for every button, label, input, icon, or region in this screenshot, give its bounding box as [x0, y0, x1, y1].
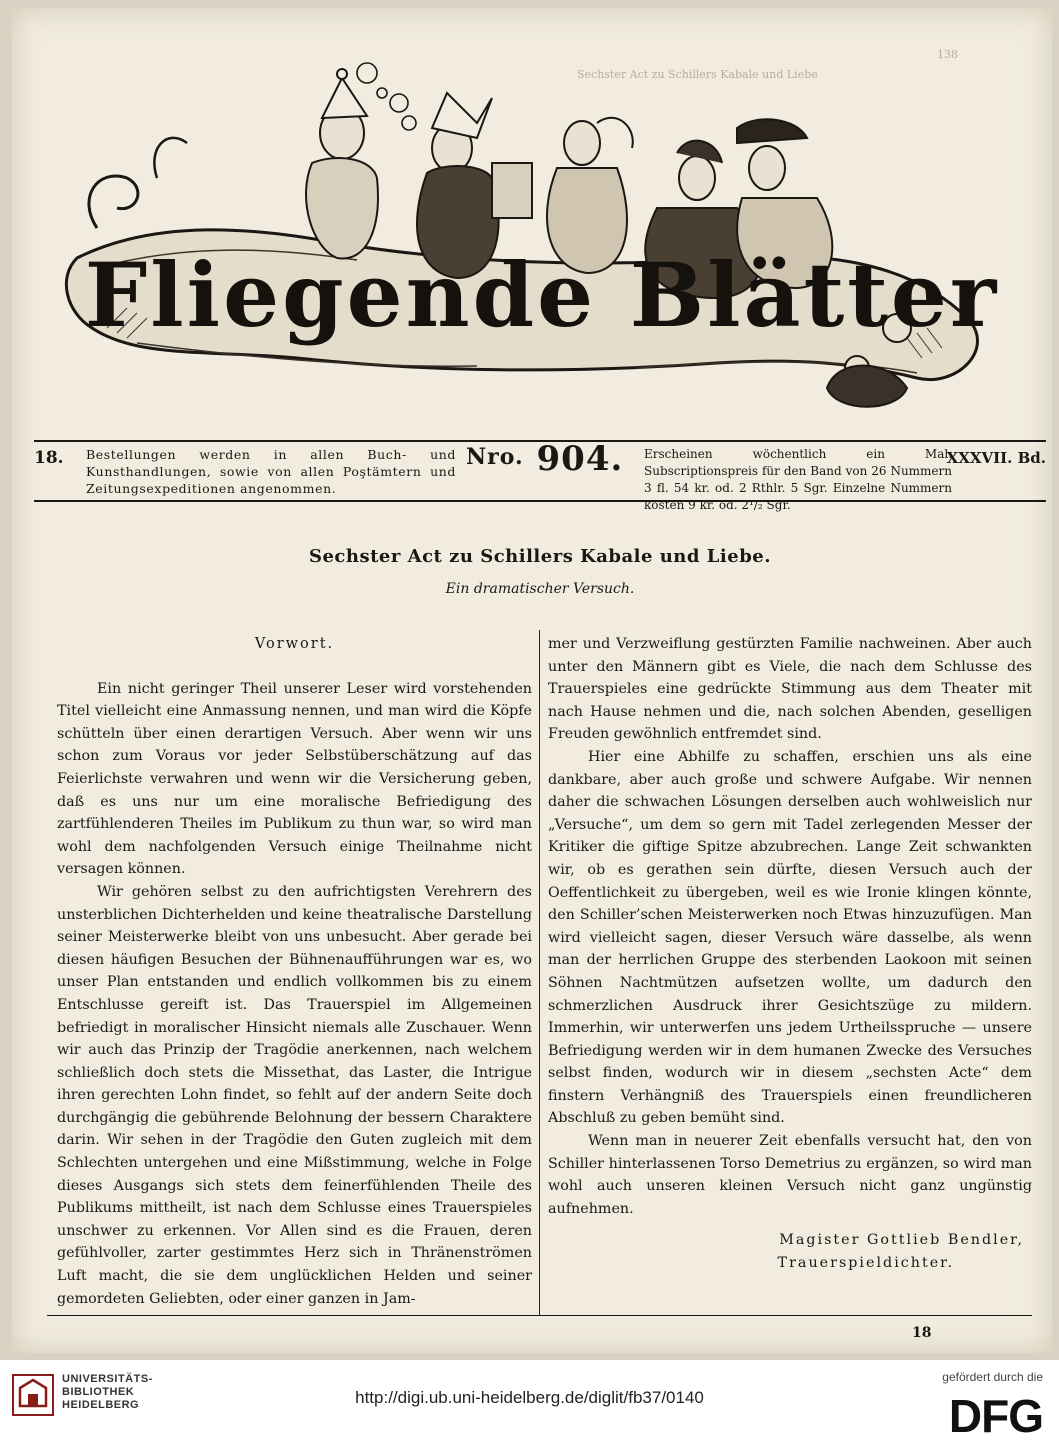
signature-title: Trauerspieldichter. — [777, 1255, 954, 1272]
column-divider — [539, 630, 540, 1315]
page-number: 18 — [912, 1325, 932, 1341]
issue-info-bar — [34, 439, 1046, 512]
article-column-left — [57, 633, 532, 1310]
bottom-rule — [47, 1315, 1032, 1316]
paragraph: mer und Verzweiflung gestürzten Familie nachweinen. Aber auch unter den Männern gibt es Viele, die nach dem Schlusse des Trauerspieles eine gedrückte Stimmung aus dem Theater mit nach Hause nehmen und die, nach solchen Abenden, geselligen Freuden gewöhnlich entfremdet sind. — [548, 636, 1032, 743]
masthead-illustration — [37, 28, 1047, 433]
issue-number-value: 904. — [536, 439, 624, 479]
sponsor-label: gefördert durch die — [942, 1370, 1043, 1384]
paragraph: Ein nicht geringer Theil unserer Leser wird vorstehenden Titel vielleicht eine Anmassung nennen, und man wird die Köpfe schütteln über einen derartigen Versuch. Aber wenn wir uns schon zum Voraus vor jeder Selbstüberschätzung auf das Feierlichste verwahren und wenn wir die Versicherung geben, daß es uns nur um eine moralische Befriedigung des zartfühlenderen Theiles im Publikum zu thun war, so wird man wohl dem nachfolgenden Versuch einige Theilnahme nicht versagen können. — [57, 680, 532, 878]
article-subtitle: Ein dramatischer Versuch. — [445, 581, 635, 597]
paragraph: Hier eine Abhilfe zu schaffen, erschien uns als eine dankbare, aber auch große und schwere Aufgabe. Wir nennen daher die schwachen Lösungen derselben auch wohlweislich nur „Versuche“, um dem so gern mit Tadel zerlegenden Messer der Kritiker die giftige Spitze abzubrechen. Lange Zeit schwankten wir, ob es gerathen sein dürfte, diesen Versuch auch der Oeffentlichkeit zu übergeben, weil es wie Ironie klingen könnte, den Schiller’schen Meisterwerken noch Etwas hinzuzufügen. Man wird vielleicht sagen, dieser Versuch wäre dasselbe, als wenn man der herrlichen Gruppe des sterbenden Laokoon mit seinen Söhnen Nachtmützen aufsetzen wollte, um dadurch den schmerzlichen Ausdruck ihrer Gesichtszüge zu mildern. Immerhin, wir unterwerfen uns jedem Urtheilsspruche — unsere Befriedigung werden wir in dem humanen Zwecke des Versuches selbst finden, wodurch wir in diesem „sechsten Acte“ dem finstern Verhängniß des Trauerspiels einen freundlicheren Abschluß zu geben bemüht sind. — [548, 748, 1032, 1127]
signature-name: Magister Gottlieb Bendler, — [779, 1232, 1024, 1249]
volume-label: XXXVII. Bd. — [946, 449, 1046, 467]
article-title: Sechster Act zu Schillers Kabale und Liebe. — [308, 546, 772, 567]
newspaper-page — [12, 8, 1052, 1353]
svg-text:Sechster Act zu Schillers Kaba: Sechster Act zu Schillers Kabale und Liebe — [577, 68, 818, 81]
university-name-line: BIBLIOTHEK — [62, 1386, 135, 1398]
paragraph: Wir gehören selbst zu den aufrichtigsten Verehrern des unsterblichen Dichterhelden und keine theatralische Darstellung seiner Meisterwerke bleibt von uns unbesucht. Aber gerade bei diesen häufigen Besuchen der Bühnenaufführungen war es, wo unser Plan entstanden und endlich vollkommen bis zu einem Entschlusse gereift ist. Das Trauerspiel im Allgemeinen befriedigt in moralischer Hinsicht niemals alle Zuschauer. Wenn wir auch das Prinzip der Tragödie anerkennen, nach welchem schließlich doch stets die Missethat, das Laster, die Intrigue ihren gerechten Lohn findet, so fehlt auf der andern Seite doch durchgängig die gebührende Belohnung der bessern Charaktere darin. Wir sehen in der Tragödie den Guten zugleich mit dem Schlechten untergehen und eine Mißstimmung, welche in Folge dieses Ausgangs sich stets dem feinerfühlenden Theile des Publikums mittheilt, ist nach dem Schlusse eines Trauerspieles unschwer zu erkennen. Vor Allen sind es die Frauen, deren gefühlvoller, zarter gestimmtes Herz sich in Thränenströmen Luft macht, die sie dem unglücklichen Helden und seiner gemordeten Geliebten, oder einer ganzen in Jam- — [57, 883, 532, 1307]
subscription-notice: Erscheinen wöchentlich ein Mal. Subscriptionspreis für den Band von 26 Nummern 3 fl. 54 kr. od. 2 Rthlr. 5 Sgr. Einzelne Nummern kosten 9 kr. od. 2¹/₂ Sgr. — [644, 447, 952, 512]
header-bottom-rule — [34, 500, 1046, 502]
university-name-line: UNIVERSITÄTS- — [62, 1373, 153, 1385]
article-column-right — [548, 633, 1032, 1275]
footer-bar — [0, 1360, 1059, 1448]
paragraph: Wenn man in neuerer Zeit ebenfalls versucht hat, den von Schiller hinterlassenen Torso Demetrius zu ergänzen, so wird man wohl auch unseren kleinen Versuch nicht ganz ungünstig aufnehmen. — [548, 1133, 1032, 1217]
permalink-url[interactable]: http://digi.ub.uni-heidelberg.de/diglit/fb37/0140 — [355, 1388, 704, 1407]
masthead-title: Fliegende Blätter — [84, 243, 1000, 347]
issue-sequence: 18. — [34, 448, 64, 468]
orders-notice: Bestellungen werden in allen Buch- und Kunsthandlungen, sowie von allen Poştämtern und Zeitungsexpeditionen angenommen. — [86, 447, 456, 496]
university-name-line: HEIDELBERG — [62, 1399, 140, 1411]
dfg-logo[interactable]: DFG — [948, 1390, 1043, 1442]
issue-number-prefix: Nro. — [466, 444, 524, 470]
svg-text:138: 138 — [937, 48, 958, 61]
preface-heading: Vorwort. — [254, 636, 335, 652]
issue-number — [466, 439, 624, 479]
